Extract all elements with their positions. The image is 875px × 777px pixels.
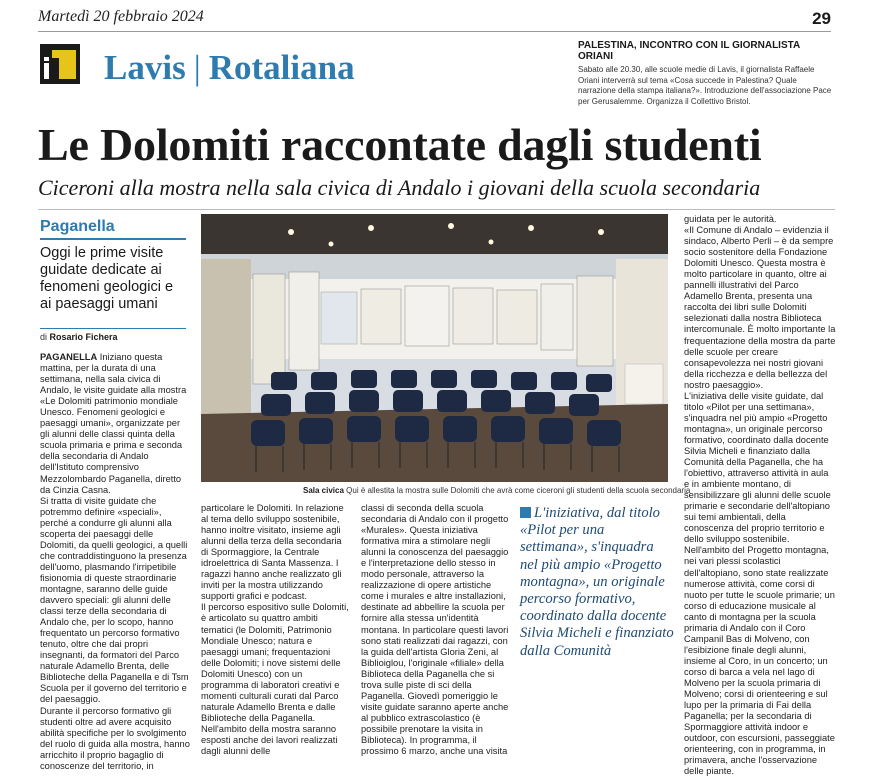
lead-word: PAGANELLA xyxy=(40,352,98,362)
col1-paragraph-3: Durante il percorso formativo gli studenti oltre ad avere acquisito abilità specifiche per lo svolgimento del ruolo di guida alla mostra, hanno arricchito il proprio bagaglio di conoscenze del territorio, in xyxy=(40,705,190,771)
byline-prefix: di xyxy=(40,332,48,342)
summary-rule xyxy=(40,328,186,329)
caption-text: Qui è allestita la mostra sulle Dolomiti che avrà come ciceroni gli studenti della scuola secondaria xyxy=(343,486,691,495)
summary: Oggi le prime visite guidate dedicate ai fenomeni geologici e ai paesaggi umani xyxy=(40,245,174,312)
caption-label: Sala civica xyxy=(303,486,344,495)
col2-paragraph-2: Il percorso espositivo sulle Dolomiti, è articolato su quattro ambiti tematici (le Dolomiti, Patrimonio Mondiale Unesco; natura e paesaggi umani; frequentazioni delle Dolomiti; i nove sistemi delle Dolomiti Unesco) con un programma di laboratori creativi e momenti culturali curati dal Parco naturale Adamello Brenta e dalle Biblioteche della Paganella. Nell'ambito della mostra saranno esposti anche dei lavori realizzati dagli alunni delle xyxy=(201,602,349,757)
byline-author: Rosario Fichera xyxy=(49,332,118,342)
article-column-1 xyxy=(40,352,190,771)
col4-paragraph-4: Nell'ambito del Progetto montagna, nei vari plessi scolastici dell'altopiano, sono state realizzate numerose attività, come corsi di nuoto per tutte le scuole primarie; un corso di educazione musicale al canto di montagna per la scuola primaria di Andalo con il Coro Campanil Bas di Molveno, con l'esibizione finale degli alunni, insieme al Coro, in un concerto; un corso di barca a vela nel lago di Molveno per la scuola primaria di Molveno; corsi di orienteering e sul lupo per la primaria di Fai della Paganella; per la secondaria di Spormaggiore attività indoor e outdoor, con escursioni, passeggiate orienteering, con in programma, in primavera, anche l'osservazione delle piante. xyxy=(684,545,835,777)
subheadline: Ciceroni alla mostra nella sala civica di Andalo i giovani della scuola secondaria xyxy=(38,175,761,200)
brief-title: PALESTINA, INCONTRO CON IL GIORNALISTA ORIANI xyxy=(578,40,800,62)
section-right: Rotaliana xyxy=(208,48,355,87)
col4-paragraph-2: «Il Comune di Andalo – evidenzia il sindaco, Alberto Perli – è da sempre socio sostenitore della Fondazione Dolomiti Unesco. Questa mostra è molto particolare in quanto, oltre ai pannelli illustrativi del Parco Adamello Brenta, presenta una raccolta dei libri sulle Dolomiti selezionati dalla nostra Biblioteca intercomunale. È molto importante la frequentazione della mostra da parte delle scuole per creare consapevolezza nei nostri giovani della ricchezza e della bellezza del nostro paesaggio». xyxy=(684,225,836,390)
headline-rule xyxy=(38,209,835,210)
pull-quote-text: L'iniziativa, dal titolo «Pilot per una settimana», s'inquadra nel più ampio «Progetto montagna», un originale percorso formativo, coordinato dalla docente Silvia Micheli e finanziato dalla Comunità xyxy=(520,505,674,659)
kicker-rule xyxy=(40,238,186,240)
col4-paragraph-3: L'iniziativa delle visite guidate, dal titolo «Pilot per una settimana», s'inquadra nel più ampio «Progetto montagna», un originale percorso formativo, coordinato dalla docente Silvia Micheli e finanziato dalla Comunità della Paganella, che ha l'obiettivo, attraverso attività in aula e in ambiente montano, di sensibilizzare gli alunni delle scuole primarie e secondarie dell'altopiano sui temi ambientali, della conoscenza del proprio territorio e dello sviluppo sostenibile. xyxy=(684,390,831,545)
article-column-3 xyxy=(361,503,511,757)
article-column-2 xyxy=(201,503,351,757)
col1-text: Iniziano questa mattina, per la durata di una settimana, nella sala civica di Andalo, le visite guidate alla mostra «Le Dolomiti patrimonio mondiale Unesco. Fenomeni geologici e paesaggi umani», organizzate per gli alunni delle classi quinta della scuola primaria e prima e seconda della secondaria di Andalo dell'Istituto comprensivo Mezzolombardo Paganella, diretto da Cinzia Casna. xyxy=(40,352,187,495)
news-brief xyxy=(578,40,834,107)
photo-caption xyxy=(303,486,691,495)
col1-paragraph-2: Si tratta di visite guidate che potremmo definire «speciali», perché a condurre gli alunni alla scoperta dei paesaggi delle Dolomiti, da quelli geologici, a quelli che contraddistinguono la presenza dell'uomo, plasmando l'irripetibile fisionomia di queste straordinarie montagne, saranno delle guide davvero speciali: gli alunni delle classi terze della secondaria di Andalo che, per lo scopo, hanno frequentato un percorso formativo tenuto, oltre che dai propri insegnanti, da formatori del Parco naturale Adamello Brenta, delle Biblioteche della Paganella e di Tsm Scuola per il governo del territorio e del paesaggio. xyxy=(40,495,189,705)
section-title: Lavis | Rotaliana xyxy=(104,48,355,87)
article-column-4 xyxy=(684,214,836,777)
newspaper-logo xyxy=(40,44,80,84)
header-rule xyxy=(38,31,831,32)
brief-text: Sabato alle 20.30, alle scuole medie di Lavis, il giornalista Raffaele Oriani interverrà sul tema «Cosa succede in Palestina? Quale narrazione della stampa italiana?». Introduzione dell'associazione Pace per Gerusalemme. Organizza il Collettivo Bristol. xyxy=(578,65,832,106)
col4-paragraph-1: guidata per le autorità. xyxy=(684,214,777,224)
exhibition-photo xyxy=(201,214,668,482)
col2-paragraph-1: particolare le Dolomiti. In relazione al tema dello sviluppo sostenibile, hanno inoltre visitato, insieme agli alunni della terza della secondaria di Spormaggiore, la Centrale idroelettrica di Santa Massenza. I ragazzi hanno anche realizzato gli inviti per la mostra utilizzando supporti grafici e podcast. xyxy=(201,503,344,602)
headline: Le Dolomiti raccontate dagli studenti xyxy=(38,119,762,170)
byline xyxy=(40,332,118,342)
pull-quote xyxy=(520,505,675,660)
col3-paragraph-1: classi di seconda della scuola secondaria di Andalo con il progetto «Murales». Questa iniziativa formativa mira a stimolare negli alunni la conoscenza del paesaggio e l'interpretazione dello stesso in modo personale, attraverso la realizzazione di opere artistiche come i murales e altre installazioni, destinate ad abbellire la scuola per fornire alla stessa un'identità montana. In particolare questi lavori sono stati realizzati dai ragazzi, con la guida dell'artista Gloria Zeni, al Biblioiglou, l'originale «filiale» della Biblioteca della Paganella che si trova sulle piste di sci della Paganella. Giovedì pomeriggio le visite guidate saranno aperte anche al pubblico extrascolastico (è possibile prenotare la visita in Biblioteca). In programma, il prossimo 6 marzo, anche una visita xyxy=(361,503,509,757)
section-left: Lavis xyxy=(104,48,186,87)
kicker: Paganella xyxy=(40,218,115,235)
issue-date: Martedì 20 febbraio 2024 xyxy=(38,8,204,25)
page-number: 29 xyxy=(812,9,831,28)
